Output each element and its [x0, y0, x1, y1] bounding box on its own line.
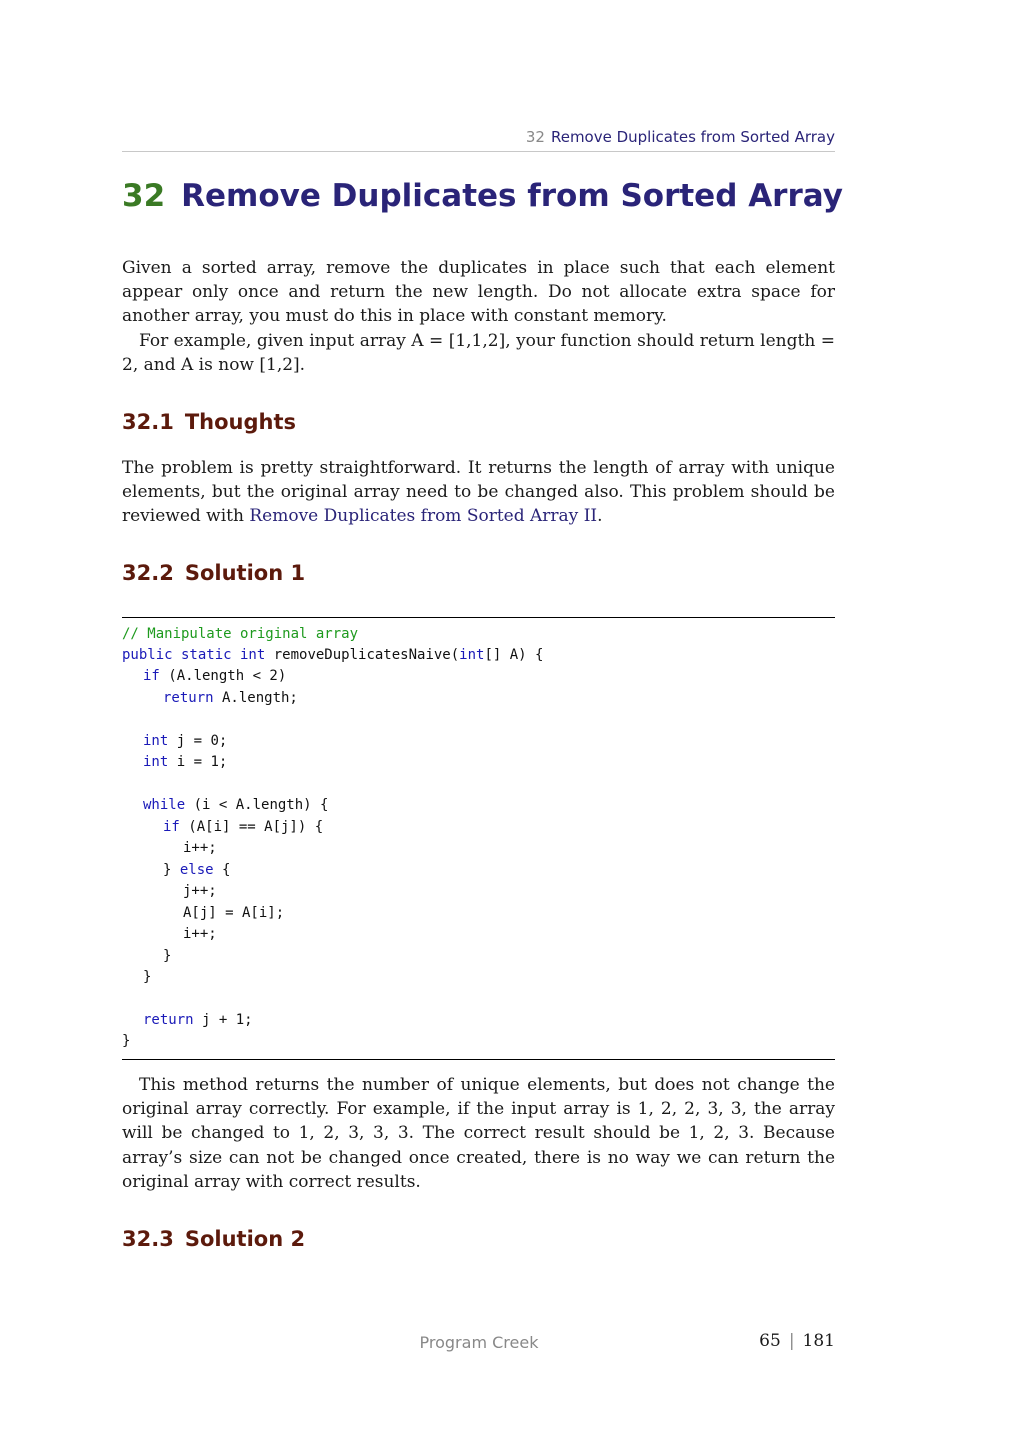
running-header-number: 32	[525, 128, 545, 146]
code-line: int i = 1;	[143, 754, 228, 770]
section-number: 32.2	[122, 561, 174, 585]
section-number: 32.1	[122, 410, 174, 434]
code-line: return A.length;	[163, 690, 298, 706]
thoughts-text: The problem is pretty straightforward. It returns the length of array with unique elements, but the original array need to be changed also. This problem should be reviewed with	[122, 458, 835, 527]
page	[122, 0, 843, 1440]
thoughts-paragraph	[122, 456, 835, 529]
chapter-title	[122, 178, 843, 214]
code-line: int j = 0;	[143, 733, 228, 749]
code-line: A[j] = A[i];	[183, 905, 285, 921]
code-line: return j + 1;	[143, 1012, 253, 1028]
related-problem-link[interactable]: Remove Duplicates from Sorted Array II	[249, 506, 598, 527]
intro-paragraph-1: Given a sorted array, remove the duplicates in place such that each element appear only once and return the new length. Do not allocate extra space for another array, you must do this in place with constant memory.	[122, 258, 835, 327]
section-thoughts-title	[122, 410, 296, 434]
total-pages: 181	[802, 1331, 835, 1351]
section-solution1-title	[122, 561, 305, 585]
section-solution2-title	[122, 1227, 305, 1251]
thoughts-text-end: .	[597, 506, 603, 527]
code-line: public static int removeDuplicatesNaive(int[] A) {	[122, 647, 544, 663]
footer-book-title: Program Creek	[419, 1333, 539, 1352]
section-title-text: Solution 1	[184, 561, 306, 585]
current-page: 65	[759, 1331, 781, 1351]
section-title-text: Solution 2	[184, 1227, 306, 1251]
page-separator: |	[788, 1331, 795, 1351]
code-block	[122, 617, 835, 1060]
section-number: 32.3	[122, 1227, 174, 1251]
intro-paragraph-2: For example, given input array A = [1,1,2], your function should return length = 2, and A is now [1,2].	[122, 331, 835, 376]
section-title-text: Thoughts	[184, 410, 297, 434]
code-line: if (A.length < 2)	[143, 668, 287, 684]
code-line: }	[143, 969, 152, 985]
page-number	[759, 1331, 835, 1351]
code-line: // Manipulate original array	[122, 626, 359, 642]
code-line: if (A[i] == A[j]) {	[163, 819, 324, 835]
code-line: }	[122, 1033, 131, 1049]
code-line: j++;	[183, 883, 217, 899]
code-line: i++;	[183, 840, 217, 856]
solution1-explanation: This method returns the number of unique elements, but does not change the original array correctly. For example, if the input array is 1, 2, 2, 3, 3, the array will be changed to 1, 2, 3, 3, 3. The correct result should be 1, 2, 3. Because array’s size can not be changed once created, there is no way we can return the original array with correct results.	[122, 1075, 835, 1192]
chapter-number: 32	[122, 178, 166, 214]
running-header-title: Remove Duplicates from Sorted Array	[550, 128, 835, 146]
chapter-title-text: Remove Duplicates from Sorted Array	[181, 178, 843, 214]
code-line: } else {	[163, 862, 231, 878]
running-header	[122, 128, 835, 152]
code-line: i++;	[183, 926, 217, 942]
code-line: }	[163, 948, 172, 964]
code-line: while (i < A.length) {	[143, 797, 329, 813]
